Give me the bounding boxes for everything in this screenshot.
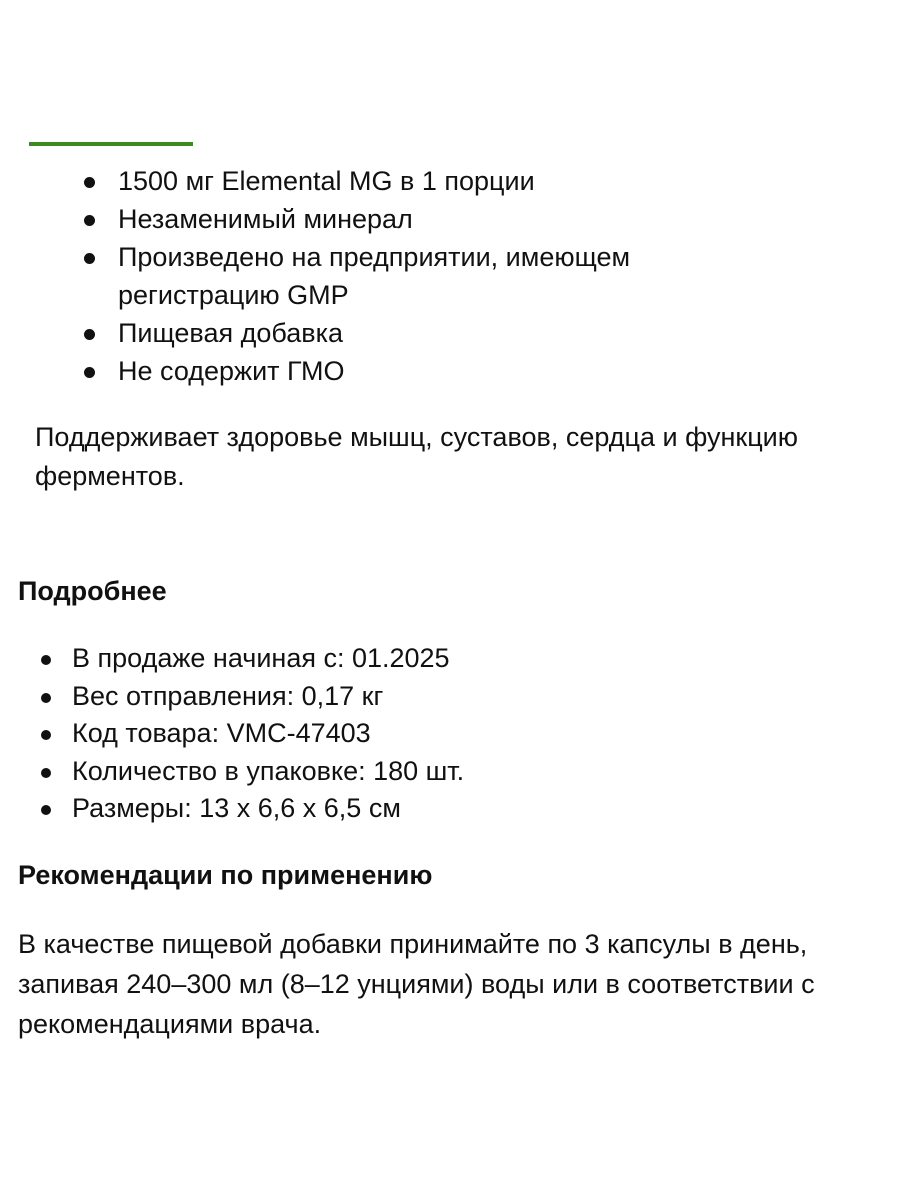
feature-list bbox=[0, 162, 860, 390]
feature-item: 1500 мг Elemental MG в 1 порции bbox=[0, 162, 758, 200]
usage-heading: Рекомендации по применению bbox=[18, 860, 433, 890]
summary-text: Поддерживает здоровье мышц, суставов, сердца и функцию ферментов. bbox=[35, 422, 799, 491]
usage-text: В качестве пищевой добавки принимайте по 3 капсулы в день, запивая 240–300 мл (8–12 унциями) воды или в соответствии с рекомендациями врача. bbox=[18, 929, 815, 1039]
detail-item: Код товара: VMC-47403 bbox=[0, 715, 464, 753]
feature-item: Произведено на предприятии, имеющем регистрацию GMP bbox=[0, 238, 758, 314]
feature-item: Пищевая добавка bbox=[0, 314, 758, 352]
detail-item: Вес отправления: 0,17 кг bbox=[0, 678, 464, 716]
accent-divider bbox=[29, 142, 193, 146]
detail-item: В продаже начиная с: 01.2025 bbox=[0, 640, 464, 678]
detail-item: Количество в упаковке: 180 шт. bbox=[0, 753, 464, 791]
details-list bbox=[0, 640, 464, 828]
detail-item: Размеры: 13 x 6,6 x 6,5 см bbox=[0, 790, 464, 828]
feature-item: Незаменимый минерал bbox=[0, 200, 758, 238]
feature-item: Не содержит ГМО bbox=[0, 352, 758, 390]
details-heading: Подробнее bbox=[18, 576, 167, 606]
